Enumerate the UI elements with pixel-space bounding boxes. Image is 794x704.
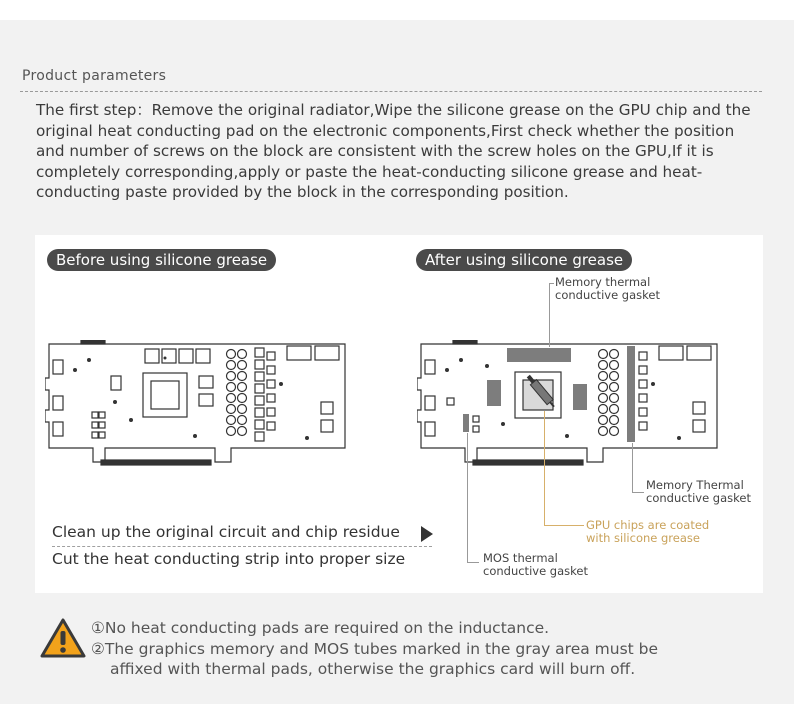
mos-leader-tick [467, 562, 479, 563]
note-2-line-2: affixed with thermal pads, otherwise the graphics card will burn off. [110, 660, 636, 678]
step-divider [52, 546, 432, 547]
notes-block [91, 618, 658, 680]
memory-right-leader [632, 443, 633, 493]
memory-top-annotation: Memory thermal conductive gasket [555, 275, 660, 302]
section-title: Product parameters [22, 68, 167, 84]
step-clean: Clean up the original circuit and chip residue [52, 523, 400, 541]
pcb-before-diagram [45, 340, 349, 486]
illustration-panel [35, 235, 763, 593]
before-label: Before using silicone grease [47, 249, 276, 271]
after-label: After using silicone grease [416, 249, 632, 271]
note-2-line-1: ②The graphics memory and MOS tubes marked in the gray area must be [91, 639, 659, 658]
gpu-grease-annotation: GPU chips are coated with silicone grease [586, 518, 710, 545]
memory-top-leader-tick [549, 283, 554, 284]
mos-annotation: MOS thermal conductive gasket [483, 551, 588, 578]
memory-right-annotation: Memory Thermal conductive gasket [646, 478, 751, 505]
mos-leader [467, 433, 468, 562]
section-divider [20, 91, 762, 92]
step-cut: Cut the heat conducting strip into proper size [52, 550, 406, 568]
gpu-grease-leader-tick [544, 525, 584, 526]
warning-triangle-icon [40, 617, 86, 659]
play-arrow-icon [421, 526, 433, 542]
intro-paragraph: The first step：Remove the original radiator,Wipe the silicone grease on the GPU chip and the original heat conducting pad on the electronic components,First check whether the position and number of screws on the block are consistent with the screw holes on the GPU,If it is completely corresponding,apply or paste the heat-conducting silicone grease and heat-conducting paste provided by the block in the corresponding position. [36, 101, 751, 201]
gpu-grease-leader [544, 411, 545, 525]
product-page [0, 20, 794, 704]
note-1: ①No heat conducting pads are required on the inductance. [91, 619, 550, 637]
pcb-after-diagram [417, 340, 721, 486]
memory-right-leader-tick [632, 492, 644, 493]
memory-top-leader [549, 283, 550, 347]
